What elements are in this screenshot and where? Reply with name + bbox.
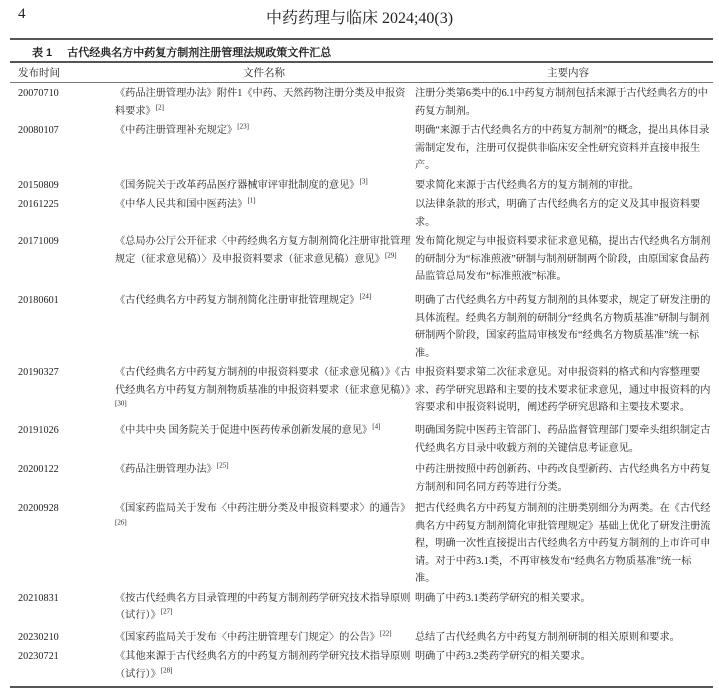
document-title: 《国家药监局关于发布〈中药注册分类及申报资料要求〉的通告》: [115, 503, 411, 514]
cell-main-content: 明确“来源于古代经典名方的中药复方制剂”的概念，提出具体目录需制定发布，注册可仅提供非临床安全性研究资料并直接申报生产。: [415, 125, 710, 171]
cell-date: 20150809: [18, 179, 59, 191]
table-header-rule: [10, 82, 713, 83]
document-title: 《药品注册管理办法》附件1《中药、天然药物注册分类及申报资料要求》: [115, 88, 406, 117]
table-bottom-rule: [10, 686, 713, 688]
cell-date: 20200122: [18, 464, 59, 475]
reference-citation: [1]: [247, 196, 256, 205]
cell-document-name: [115, 364, 416, 420]
table-row: [0, 233, 719, 292]
cell-main-content: 注册分类第6类中的6.1中药复方制剂包括来源于古代经典名方的中药复方制剂。: [415, 88, 708, 117]
reference-citation: [24]: [359, 292, 372, 301]
cell-date: 20230210: [18, 631, 59, 643]
cell-document-name: [115, 590, 413, 627]
cell-date: 20161225: [18, 199, 59, 210]
cell-document-name: [115, 177, 413, 195]
cell-main-content: 总结了古代经典名方中药复方制剂研制的相关原则和要求。: [415, 631, 680, 643]
table-row: [0, 422, 719, 461]
table-body: [0, 85, 719, 688]
cell-document-name: [115, 461, 413, 498]
reference-citation: [2]: [155, 103, 164, 112]
table-caption: [32, 44, 331, 60]
cell-date: 20210831: [18, 592, 59, 604]
reference-citation: [4]: [372, 422, 381, 431]
cell-document-name: [115, 233, 413, 290]
cell-date: 20180601: [18, 295, 59, 306]
page-number: 4: [18, 6, 26, 22]
reference-citation: [22]: [379, 629, 392, 638]
cell-document-name: [115, 629, 413, 647]
journal-header: 中药药理与临床 2024;40(3): [265, 10, 454, 27]
cell-date: 20080107: [18, 125, 59, 136]
cell-date: 20191026: [18, 425, 59, 436]
document-title: 《中共中央 国务院关于促进中医药传承创新发展的意见》: [115, 425, 373, 436]
reference-citation: [3]: [359, 177, 368, 186]
table-row: [0, 122, 719, 177]
reference-citation: [27]: [160, 607, 173, 616]
cell-date: 20230721: [18, 651, 59, 662]
cell-main-content: 发布简化规定与申报资料要求征求意见稿，提出古代经典名方制剂的研制分为“标准煎液”研制与制剂研制两个阶段，由原国家食品药品监管总局发布“标准煎液”标准。: [415, 236, 711, 282]
cell-document-name: [115, 122, 413, 175]
cell-main-content: 要求简化来源于古代经典名方的复方制剂的审批。: [415, 179, 640, 191]
reference-citation: [28]: [160, 666, 173, 675]
document-title: 《其他来源于古代经典名方的中药复方制剂药学研究技术指导原则（试行）》: [115, 651, 411, 680]
cell-document-name: [115, 422, 413, 459]
cell-main-content: 明确国务院中医药主管部门、药品监督管理部门要牵头组织制定古代经典名方目录中收载方剂的关键信息考证意见。: [415, 425, 711, 454]
document-title: 《古代经典名方中药复方制剂简化注册审批管理规定》: [115, 295, 360, 306]
document-title: 《国家药监局关于发布〈中药注册管理专门规定〉的公告》: [115, 631, 380, 643]
cell-main-content: 明确了中药3.1类药学研究的相关要求。: [415, 592, 591, 604]
cell-main-content: 以法律条款的形式，明确了古代经典名方的定义及其申报资料要求。: [415, 199, 701, 228]
cell-main-content: 明确了古代经典名方中药复方制剂的具体要求，规定了研发注册的具体流程。经典名方制剂的研制分“经典名方物质基准”研制与制剂研制两个阶段，国家药监局审核发布“经典名方物质基准”统一标准。: [415, 295, 711, 359]
cell-date: 20190327: [18, 367, 59, 378]
reference-citation: [25]: [216, 461, 229, 470]
reference-citation: [29]: [384, 251, 397, 260]
table-row: [0, 292, 719, 364]
table-label: 表 1: [32, 47, 53, 59]
cell-main-content: 申报资料要求第二次征求意见。对申报资料的格式和内容整理要求、药学研究思路和主要的技术要求征求意见，通过申报资料的内容要求和申报资料说明，阐述药学研究思路和主要技术要求。: [415, 367, 711, 413]
document-title: 《古代经典名方中药复方制剂的申报资料要求（征求意见稿）》《古代经典名方中药复方制剂物质基准的申报资料要求（征求意见稿）》: [115, 367, 416, 396]
cell-document-name: [115, 500, 413, 588]
reference-citation: [23]: [237, 122, 249, 131]
cell-document-name: [115, 292, 413, 362]
column-header-name: 文件名称: [243, 68, 285, 79]
document-title: 《药品注册管理办法》: [115, 464, 217, 475]
cell-date: 20171009: [18, 236, 59, 247]
table-title: 古代经典名方中药复方制剂注册管理法规政策文件汇总: [67, 47, 332, 59]
cell-main-content: 把古代经典名方中药复方制剂的注册类别细分为两类。在《古代经典名方中药复方制剂简化审批管理规定》基础上优化了研发注册流程，明确一次性直接提出古代经典名方中药复方制剂的上市许可申请。对于中药3.1类，不再审核发布“经典名方物质基准”统一标准。: [415, 503, 711, 584]
table-row: [0, 461, 719, 500]
cell-date: 20200928: [18, 503, 59, 514]
table-row: [0, 629, 719, 649]
reference-citation: [30]: [115, 399, 127, 408]
table-top-rule: [10, 61, 713, 63]
cell-document-name: [115, 648, 413, 684]
cell-main-content: 中药注册按照中药创新药、中药改良型新药、古代经典名方中药复方制剂和同名同方药等进行分类。: [415, 464, 711, 493]
table-row: [0, 500, 719, 590]
document-title: 《中华人民共和国中医药法》: [115, 199, 248, 210]
column-header-content: 主要内容: [547, 68, 589, 79]
document-title: 《总局办公厅公开征求〈中药经典名方复方制剂简化注册审批管理规定（征求意见稿）〉及申报资料要求（征求意见稿）意见》: [115, 236, 411, 265]
document-title: 《国务院关于改革药品医疗器械审评审批制度的意见》: [115, 179, 360, 191]
table-row: [0, 648, 719, 686]
column-header-date: 发布时间: [18, 68, 60, 79]
table-row: [0, 364, 719, 422]
header-rule: [10, 38, 713, 40]
document-title: 《中药注册管理补充规定》: [115, 125, 238, 136]
reference-citation: [26]: [115, 518, 127, 527]
cell-document-name: [115, 196, 413, 231]
cell-main-content: 明确了中药3.2类药学研究的相关要求。: [415, 651, 591, 662]
cell-document-name: [115, 85, 413, 120]
document-title: 《按古代经典名方目录管理的中药复方制剂药学研究技术指导原则（试行）》: [115, 592, 411, 621]
table-row: [0, 85, 719, 122]
table-row: [0, 590, 719, 629]
table-row: [0, 196, 719, 233]
table-row: [0, 177, 719, 197]
cell-date: 20070710: [18, 88, 59, 99]
